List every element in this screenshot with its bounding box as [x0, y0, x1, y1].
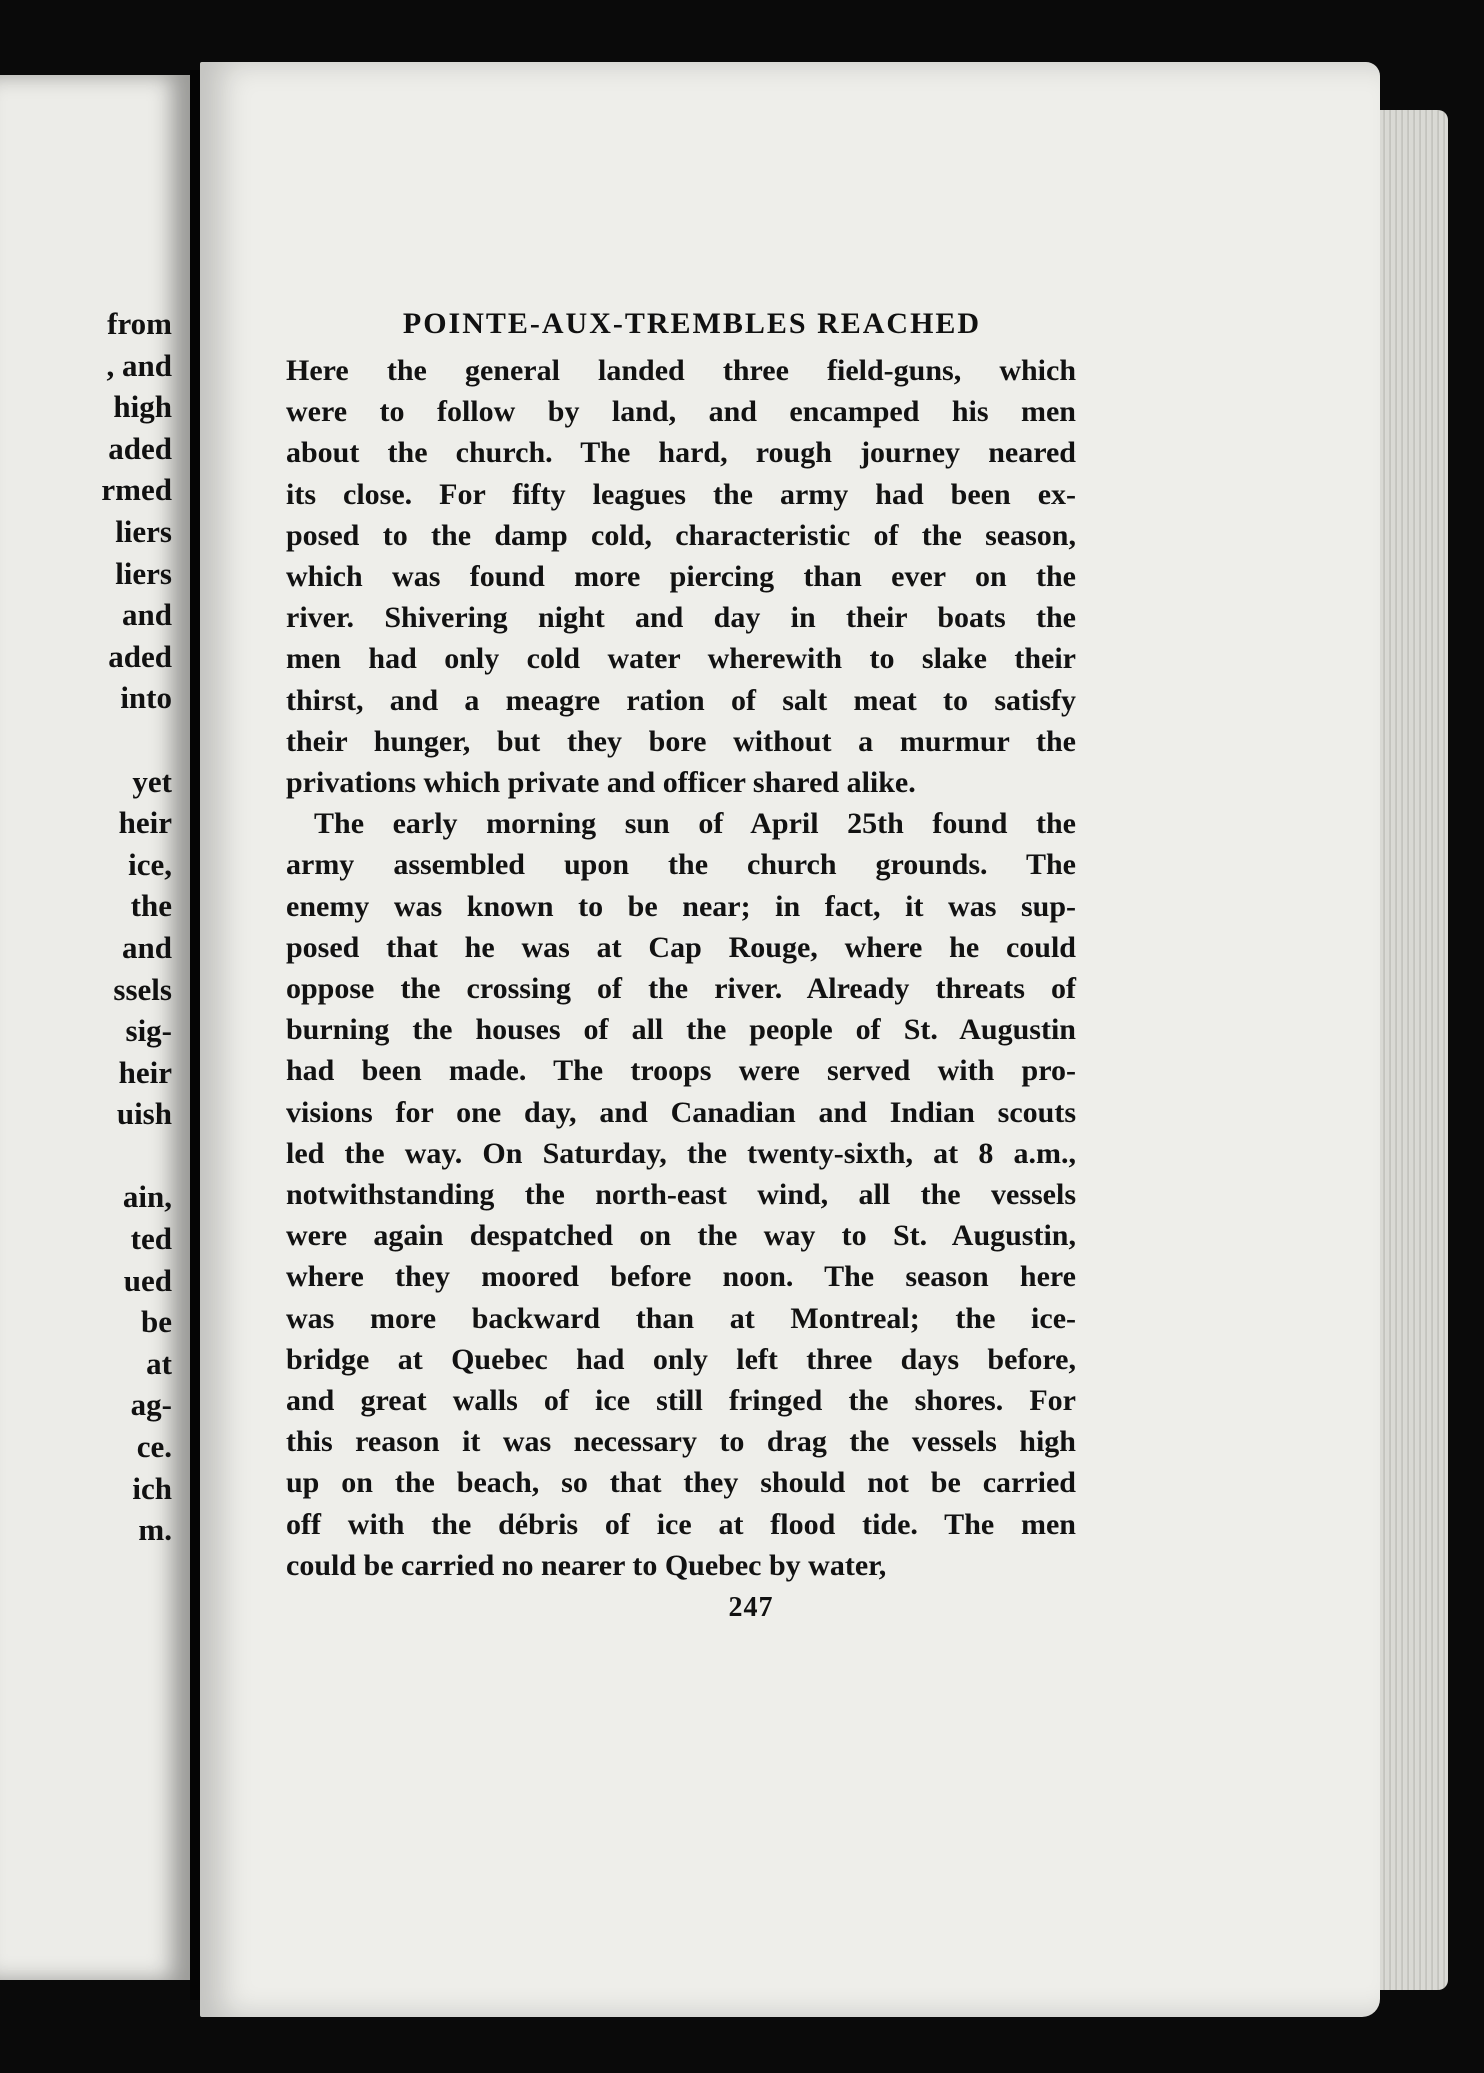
paragraph	[286, 350, 1076, 803]
left-page-fragment: high	[113, 389, 172, 425]
text-line: posed to the damp cold, characteristic of the season,	[286, 518, 1076, 552]
left-page-fragment: and	[122, 929, 172, 965]
text-line: notwithstanding the north-east wind, all the vessels	[286, 1178, 1076, 1212]
text-line: visions for one day, and Canadian and Indian scouts	[286, 1095, 1076, 1129]
text-line: men had only cold water wherewith to slake their	[286, 642, 1076, 676]
text-line: had been made. The troops were served with pro-	[286, 1054, 1076, 1088]
text-line: its close. For fifty leagues the army had been ex-	[286, 477, 1076, 511]
fragment-gap	[101, 719, 172, 761]
text-line: was more backward than at Montreal; the ice-	[286, 1301, 1076, 1335]
left-page-fragment: liers	[115, 555, 172, 591]
left-page-fragment: yet	[132, 763, 172, 799]
left-page-fragment: at	[146, 1345, 172, 1381]
left-page-fragment: rmed	[101, 472, 172, 508]
left-page-fragment: sig-	[125, 1013, 172, 1049]
fragment-gap	[101, 1135, 172, 1177]
page-text-block	[286, 300, 1076, 1624]
text-line: this reason it was necessary to drag the vessels high	[286, 1425, 1076, 1459]
text-line: were to follow by land, and encamped his men	[286, 395, 1076, 429]
text-line: Here the general landed three field-guns, which	[286, 354, 1076, 387]
left-page-fragment: aded	[108, 430, 172, 466]
left-page-fragment: , and	[106, 347, 172, 383]
left-page-fragment: heir	[118, 805, 172, 841]
left-page-fragment: liers	[115, 513, 172, 549]
running-head: POINTE-AUX-TREMBLES REACHED	[402, 307, 982, 340]
paragraph	[286, 803, 1076, 1586]
left-page-fragment: ich	[132, 1470, 172, 1506]
left-page-fragment: ssels	[113, 971, 172, 1007]
left-page-fragment: ted	[130, 1221, 172, 1257]
text-line: oppose the crossing of the river. Already threats of	[286, 972, 1076, 1006]
left-page-fragment: ag-	[130, 1387, 172, 1423]
text-line: their hunger, but they bore without a murmur the	[286, 724, 1076, 758]
text-line: river. Shivering night and day in their boats the	[286, 601, 1076, 635]
left-page-fragment: ued	[123, 1262, 172, 1298]
text-line: where they moored before noon. The season here	[286, 1260, 1076, 1294]
text-line: burning the houses of all the people of St. Augustin	[286, 1013, 1076, 1047]
left-page-text-fragments	[101, 303, 172, 1551]
text-line: bridge at Quebec had only left three days before,	[286, 1342, 1076, 1376]
left-page-fragment: and	[122, 597, 172, 633]
body-text	[286, 350, 1076, 1586]
left-page-fragment: the	[130, 888, 172, 924]
left-page-fragment: ain,	[122, 1179, 172, 1215]
text-line: led the way. On Saturday, the twenty-sixth, at 8 a.m.,	[286, 1136, 1076, 1170]
text-line: up on the beach, so that they should not be carried	[286, 1466, 1076, 1500]
text-line: and great walls of ice still fringed the shores. For	[286, 1384, 1076, 1418]
left-page-fragment: from	[107, 306, 172, 341]
page-number: 247	[728, 1592, 774, 1624]
text-line: which was found more piercing than ever on the	[286, 560, 1076, 594]
left-page-fragment: be	[141, 1304, 172, 1340]
text-line: off with the débris of ice at flood tide. The men	[286, 1507, 1076, 1541]
text-line: thirst, and a meagre ration of salt meat to satisfy	[286, 683, 1076, 717]
left-page-fragment: uish	[116, 1096, 172, 1132]
text-line: posed that he was at Cap Rouge, where he could	[286, 930, 1076, 964]
left-facing-page	[0, 75, 190, 1980]
left-page-fragment: ce.	[136, 1429, 172, 1465]
left-page-fragment: heir	[118, 1054, 172, 1090]
text-line: privations which private and officer shared alike.	[286, 766, 916, 800]
text-line: The early morning sun of April 25th found the	[314, 807, 1076, 841]
text-line: could be carried no nearer to Quebec by water,	[286, 1548, 887, 1582]
left-page-fragment: into	[120, 680, 172, 716]
left-page-fragment: m.	[138, 1512, 172, 1548]
left-page-fragment: ice,	[128, 846, 172, 882]
text-line: about the church. The hard, rough journey neared	[286, 436, 1076, 470]
text-line: were again despatched on the way to St. Augustin,	[286, 1219, 1076, 1253]
text-line: enemy was known to be near; in fact, it was sup-	[286, 889, 1076, 923]
text-line: army assembled upon the church grounds. The	[286, 848, 1076, 882]
left-page-fragment: aded	[108, 638, 172, 674]
page-edges	[1380, 110, 1448, 1990]
